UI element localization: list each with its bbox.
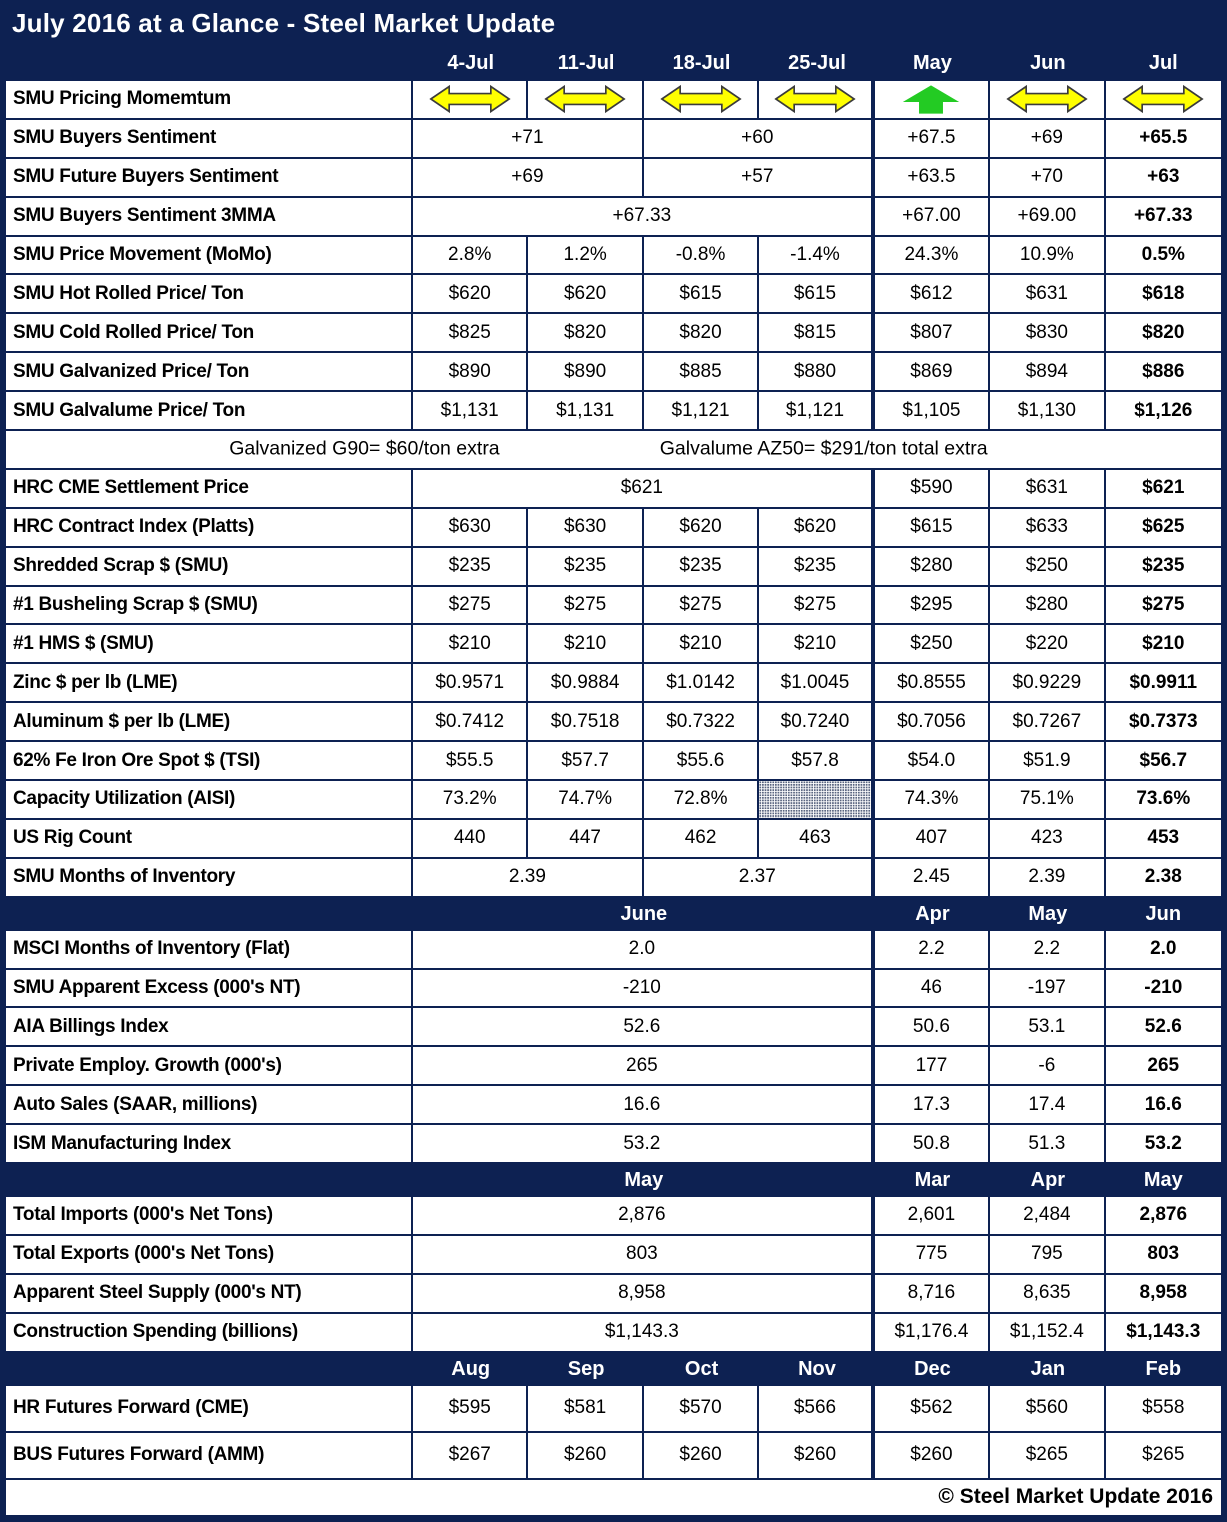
column-header-cell: May: [624, 1169, 664, 1192]
value-cell: $566: [759, 1386, 874, 1431]
value-cell: $275: [528, 587, 643, 624]
value-cell: $280: [875, 548, 990, 585]
value-cell: 803: [1147, 1243, 1180, 1265]
value-cell: 72.8%: [644, 781, 759, 818]
value-cell: $1,121: [759, 392, 874, 429]
value-cell: +67.5: [875, 120, 990, 157]
table-row: [6, 120, 1221, 159]
copyright-text: © Steel Market Update 2016: [938, 1485, 1213, 1509]
column-header-row: [6, 1353, 1221, 1386]
table-row: [6, 1236, 1221, 1275]
value-cell: $51.9: [990, 742, 1105, 779]
value-cell: $560: [990, 1386, 1105, 1431]
row-label: Total Exports (000's Net Tons): [6, 1236, 413, 1273]
value-cell: 2.38: [1144, 866, 1182, 888]
value-cell: $0.9884: [528, 664, 643, 701]
row-label: ISM Manufacturing Index: [6, 1125, 413, 1162]
column-header-cell: June: [620, 902, 668, 925]
value-cell: $260: [875, 1433, 990, 1478]
column-header-cell: Dec: [914, 1357, 951, 1380]
value-cell: -197: [990, 970, 1105, 1007]
value-cell: $615: [875, 509, 990, 546]
value-cell: $1,126: [1134, 399, 1193, 421]
value-cell: $0.7240: [759, 703, 874, 740]
value-cell: 453: [1147, 827, 1180, 849]
value-cell: 775: [875, 1236, 990, 1273]
value-cell: +57: [644, 159, 875, 196]
row-label: Auto Sales (SAAR, millions): [6, 1086, 413, 1123]
row-label: HRC Contract Index (Platts): [6, 509, 413, 546]
table-row: [6, 781, 1221, 820]
value-cell: $57.8: [759, 742, 874, 779]
table-row: [6, 470, 1221, 509]
column-header-cell: Jun: [1145, 902, 1182, 925]
value-cell: $210: [759, 625, 874, 662]
table-row: [6, 664, 1221, 703]
header-row-spacer: [6, 1164, 413, 1197]
value-cell: 8,716: [875, 1275, 990, 1312]
value-cell: $0.7373: [1128, 710, 1198, 732]
table-row: [6, 859, 1221, 898]
row-label: SMU Buyers Sentiment 3MMA: [6, 198, 413, 235]
row-label: Zinc $ per lb (LME): [6, 664, 413, 701]
row-label: SMU Months of Inventory: [6, 859, 413, 896]
momentum-left-right-arrow-icon: [1106, 81, 1221, 118]
value-cell: $820: [528, 314, 643, 351]
row-label: Private Employ. Growth (000's): [6, 1047, 413, 1084]
value-cell: $570: [644, 1386, 759, 1431]
value-cell: $0.7056: [875, 703, 990, 740]
value-cell: $0.9571: [413, 664, 528, 701]
value-cell: $260: [759, 1433, 874, 1478]
value-cell: $830: [990, 314, 1105, 351]
value-cell: $235: [413, 548, 528, 585]
table-row: [6, 1125, 1221, 1164]
row-label: HR Futures Forward (CME): [6, 1386, 413, 1431]
column-header-row: [6, 898, 1221, 931]
value-cell: $581: [528, 1386, 643, 1431]
value-cell: +67.33: [1133, 205, 1193, 227]
value-cell: +71: [413, 120, 644, 157]
value-cell: 2,601: [875, 1197, 990, 1234]
value-cell: $210: [413, 625, 528, 662]
row-label: SMU Future Buyers Sentiment: [6, 159, 413, 196]
row-label: Aluminum $ per lb (LME): [6, 703, 413, 740]
value-cell: 17.4: [990, 1086, 1105, 1123]
value-cell: +65.5: [1139, 127, 1188, 149]
table-row: [6, 742, 1221, 781]
column-header-cell: Jan: [1030, 1357, 1066, 1380]
value-cell: $275: [759, 587, 874, 624]
value-cell: $1,105: [875, 392, 990, 429]
row-label: SMU Apparent Excess (000's NT): [6, 970, 413, 1007]
value-cell: $55.6: [644, 742, 759, 779]
value-cell: $630: [413, 509, 528, 546]
note-text: Galvalume AZ50= $291/ton total extra: [659, 437, 988, 460]
value-cell: $620: [759, 509, 874, 546]
value-cell: $615: [759, 275, 874, 312]
value-cell: $1,131: [528, 392, 643, 429]
table-row: [6, 931, 1221, 970]
value-cell: 52.6: [413, 1008, 875, 1045]
value-cell: 2.8%: [413, 237, 528, 274]
column-header-cell: Jun: [1030, 51, 1066, 74]
row-label: #1 HMS $ (SMU): [6, 625, 413, 662]
value-cell: 2.2: [875, 931, 990, 968]
value-cell: $1,143.3: [1126, 1321, 1201, 1343]
value-cell: 53.2: [1144, 1132, 1182, 1154]
row-label: BUS Futures Forward (AMM): [6, 1433, 413, 1478]
value-cell: $250: [990, 548, 1105, 585]
value-cell: +63: [1147, 166, 1180, 188]
value-cell: $890: [528, 353, 643, 390]
row-label: Apparent Steel Supply (000's NT): [6, 1275, 413, 1312]
table-row: [6, 1197, 1221, 1236]
value-cell: $890: [413, 353, 528, 390]
value-cell: 2,484: [990, 1197, 1105, 1234]
table-row: [6, 198, 1221, 237]
table-row: [6, 1433, 1221, 1480]
data-table: [6, 45, 1221, 1480]
value-cell: 75.1%: [990, 781, 1105, 818]
value-cell: $275: [644, 587, 759, 624]
value-cell: $894: [990, 353, 1105, 390]
value-cell: $618: [1142, 282, 1185, 304]
value-cell: 2.39: [990, 859, 1105, 896]
value-cell: 447: [528, 820, 643, 857]
value-cell: 265: [1147, 1054, 1180, 1076]
header-row-spacer: [6, 45, 413, 81]
row-label: SMU Galvanized Price/ Ton: [6, 353, 413, 390]
table-row: [6, 970, 1221, 1009]
table-row: [6, 703, 1221, 742]
row-label: SMU Pricing Momemtum: [6, 81, 413, 118]
row-label: MSCI Months of Inventory (Flat): [6, 931, 413, 968]
value-cell: $260: [644, 1433, 759, 1478]
row-label: SMU Cold Rolled Price/ Ton: [6, 314, 413, 351]
table-row: [6, 314, 1221, 353]
value-cell: $620: [413, 275, 528, 312]
value-cell: 50.6: [875, 1008, 990, 1045]
value-cell: -0.8%: [644, 237, 759, 274]
momentum-left-right-arrow-icon: [759, 81, 874, 118]
table-row: [6, 275, 1221, 314]
column-header-row: [6, 1164, 1221, 1197]
value-cell: $0.9229: [990, 664, 1105, 701]
row-label: Capacity Utilization (AISI): [6, 781, 413, 818]
column-header-cell: 25-Jul: [788, 51, 846, 74]
value-cell: $260: [528, 1433, 643, 1478]
value-cell: $1,152.4: [990, 1314, 1105, 1351]
column-header-cell: May: [912, 51, 952, 74]
value-cell: $56.7: [1139, 749, 1188, 771]
table-row: [6, 625, 1221, 664]
table-row: [6, 548, 1221, 587]
row-label: SMU Galvalume Price/ Ton: [6, 392, 413, 429]
column-header-cell: 11-Jul: [557, 51, 615, 74]
column-header-cell: Jul: [1148, 51, 1178, 74]
momentum-left-right-arrow-icon: [528, 81, 643, 118]
value-cell: $57.7: [528, 742, 643, 779]
value-cell: $267: [413, 1433, 528, 1478]
value-cell: $295: [875, 587, 990, 624]
momentum-left-right-arrow-icon: [990, 81, 1105, 118]
value-cell: 795: [990, 1236, 1105, 1273]
value-cell: 440: [413, 820, 528, 857]
value-cell: $55.5: [413, 742, 528, 779]
copyright-row: [6, 1480, 1221, 1515]
table-row: [6, 353, 1221, 392]
row-label: US Rig Count: [6, 820, 413, 857]
value-cell: 73.6%: [1136, 788, 1191, 810]
value-cell: $265: [1142, 1444, 1185, 1466]
value-cell: 50.8: [875, 1125, 990, 1162]
value-cell: $235: [1142, 555, 1185, 577]
value-cell: 2.39: [413, 859, 644, 896]
value-cell: +63.5: [875, 159, 990, 196]
value-cell: -210: [1144, 977, 1183, 999]
table-row: [6, 1275, 1221, 1314]
value-cell: $0.7518: [528, 703, 643, 740]
value-cell: 423: [990, 820, 1105, 857]
no-data-hatched-cell: [759, 781, 874, 818]
value-cell: $210: [644, 625, 759, 662]
value-cell: $595: [413, 1386, 528, 1431]
value-cell: 24.3%: [875, 237, 990, 274]
value-cell: $807: [875, 314, 990, 351]
value-cell: 0.5%: [1141, 244, 1185, 265]
row-label: Total Imports (000's Net Tons): [6, 1197, 413, 1234]
value-cell: $1,131: [413, 392, 528, 429]
value-cell: 17.3: [875, 1086, 990, 1123]
value-cell: $0.7412: [413, 703, 528, 740]
header-row-spacer: [6, 1353, 413, 1386]
value-cell: 2.0: [1150, 938, 1177, 960]
value-cell: $880: [759, 353, 874, 390]
table-row: [6, 1047, 1221, 1086]
table-row: [6, 1086, 1221, 1125]
value-cell: $0.7322: [644, 703, 759, 740]
value-cell: 51.3: [990, 1125, 1105, 1162]
value-cell: $235: [759, 548, 874, 585]
value-cell: 2.45: [875, 859, 990, 896]
value-cell: 803: [413, 1236, 875, 1273]
page-title: July 2016 at a Glance - Steel Market Update: [12, 8, 556, 38]
value-cell: +67.00: [875, 198, 990, 235]
table-row: [6, 1314, 1221, 1353]
column-header-cell: Feb: [1145, 1357, 1182, 1380]
value-cell: $621: [413, 470, 875, 507]
value-cell: -1.4%: [759, 237, 874, 274]
value-cell: $869: [875, 353, 990, 390]
column-header-cell: Mar: [914, 1169, 951, 1192]
value-cell: $1.0045: [759, 664, 874, 701]
value-cell: $820: [1142, 321, 1185, 343]
value-cell: $621: [1142, 477, 1185, 499]
row-label: SMU Buyers Sentiment: [6, 120, 413, 157]
column-header-cell: 18-Jul: [672, 51, 731, 74]
value-cell: $235: [644, 548, 759, 585]
value-cell: +60: [644, 120, 875, 157]
value-cell: $620: [644, 509, 759, 546]
value-cell: $280: [990, 587, 1105, 624]
value-cell: $0.7267: [990, 703, 1105, 740]
value-cell: $220: [990, 625, 1105, 662]
value-cell: $615: [644, 275, 759, 312]
value-cell: 265: [413, 1047, 875, 1084]
momentum-left-right-arrow-icon: [413, 81, 528, 118]
row-label: SMU Hot Rolled Price/ Ton: [6, 275, 413, 312]
column-header-cell: May: [1028, 902, 1068, 925]
value-cell: +69: [413, 159, 644, 196]
value-cell: $1,130: [990, 392, 1105, 429]
value-cell: 463: [759, 820, 874, 857]
value-cell: $815: [759, 314, 874, 351]
value-cell: +69: [990, 120, 1105, 157]
value-cell: $612: [875, 275, 990, 312]
value-cell: -6: [990, 1047, 1105, 1084]
value-cell: 2.2: [990, 931, 1105, 968]
value-cell: 8,958: [413, 1275, 875, 1312]
value-cell: $885: [644, 353, 759, 390]
value-cell: $631: [990, 470, 1105, 507]
column-header-cell: 4-Jul: [447, 51, 495, 74]
column-header-row: [6, 45, 1221, 81]
value-cell: 462: [644, 820, 759, 857]
value-cell: $275: [1142, 594, 1185, 616]
value-cell: 8,635: [990, 1275, 1105, 1312]
value-cell: $631: [990, 275, 1105, 312]
value-cell: $210: [1142, 632, 1185, 654]
value-cell: 53.1: [990, 1008, 1105, 1045]
row-label: SMU Price Movement (MoMo): [6, 237, 413, 274]
value-cell: $250: [875, 625, 990, 662]
note-text: Galvanized G90= $60/ton extra: [229, 437, 500, 460]
value-cell: $1,143.3: [413, 1314, 875, 1351]
value-cell: 2.0: [413, 931, 875, 968]
value-cell: -210: [413, 970, 875, 1007]
value-cell: 16.6: [413, 1086, 875, 1123]
value-cell: $620: [528, 275, 643, 312]
value-cell: 74.3%: [875, 781, 990, 818]
value-cell: 73.2%: [413, 781, 528, 818]
value-cell: $1,121: [644, 392, 759, 429]
value-cell: 46: [875, 970, 990, 1007]
value-cell: $590: [875, 470, 990, 507]
value-cell: $820: [644, 314, 759, 351]
value-cell: $558: [1142, 1397, 1185, 1419]
column-header-cell: Nov: [798, 1357, 836, 1380]
value-cell: $1.0142: [644, 664, 759, 701]
value-cell: 1.2%: [528, 237, 643, 274]
row-label: #1 Busheling Scrap $ (SMU): [6, 587, 413, 624]
header-row-spacer: [6, 898, 413, 931]
table-row: [6, 81, 1221, 120]
row-label: AIA Billings Index: [6, 1008, 413, 1045]
momentum-left-right-arrow-icon: [644, 81, 759, 118]
value-cell: $625: [1142, 516, 1185, 538]
row-label: Construction Spending (billions): [6, 1314, 413, 1351]
value-cell: 10.9%: [990, 237, 1105, 274]
table-row: [6, 1008, 1221, 1047]
table-row: [6, 392, 1221, 431]
value-cell: $54.0: [875, 742, 990, 779]
column-header-cell: Apr: [1030, 1169, 1066, 1192]
value-cell: $630: [528, 509, 643, 546]
value-cell: 74.7%: [528, 781, 643, 818]
table-row: [6, 237, 1221, 276]
column-header-cell: Aug: [451, 1357, 491, 1380]
column-header-cell: Sep: [567, 1357, 605, 1380]
row-label: HRC CME Settlement Price: [6, 470, 413, 507]
value-cell: 53.2: [413, 1125, 875, 1162]
value-cell: +70: [990, 159, 1105, 196]
value-cell: +67.33: [413, 198, 875, 235]
value-cell: 8,958: [1139, 1282, 1188, 1304]
value-cell: $633: [990, 509, 1105, 546]
value-cell: 2,876: [1139, 1204, 1188, 1226]
momentum-up-arrow-icon: [875, 81, 990, 118]
value-cell: 2,876: [413, 1197, 875, 1234]
value-cell: 2.37: [644, 859, 875, 896]
value-cell: $235: [528, 548, 643, 585]
value-cell: +69.00: [990, 198, 1105, 235]
coating-extras-note-row: [6, 431, 1221, 470]
value-cell: $825: [413, 314, 528, 351]
column-header-cell: Apr: [915, 902, 950, 925]
column-header-cell: May: [1143, 1169, 1183, 1192]
value-cell: $562: [875, 1386, 990, 1431]
table-row: [6, 820, 1221, 859]
table-row: [6, 159, 1221, 198]
value-cell: 16.6: [1144, 1093, 1182, 1115]
column-header-cell: Oct: [684, 1357, 719, 1380]
value-cell: 177: [875, 1047, 990, 1084]
value-cell: 52.6: [1144, 1015, 1182, 1037]
value-cell: 407: [875, 820, 990, 857]
table-row: [6, 509, 1221, 548]
value-cell: $275: [413, 587, 528, 624]
row-label: Shredded Scrap $ (SMU): [6, 548, 413, 585]
value-cell: $210: [528, 625, 643, 662]
row-label: 62% Fe Iron Ore Spot $ (TSI): [6, 742, 413, 779]
table-row: [6, 1386, 1221, 1433]
table-row: [6, 587, 1221, 626]
value-cell: $265: [990, 1433, 1105, 1478]
value-cell: $886: [1142, 360, 1185, 382]
value-cell: $0.8555: [875, 664, 990, 701]
value-cell: $1,176.4: [875, 1314, 990, 1351]
value-cell: $0.9911: [1129, 671, 1198, 693]
